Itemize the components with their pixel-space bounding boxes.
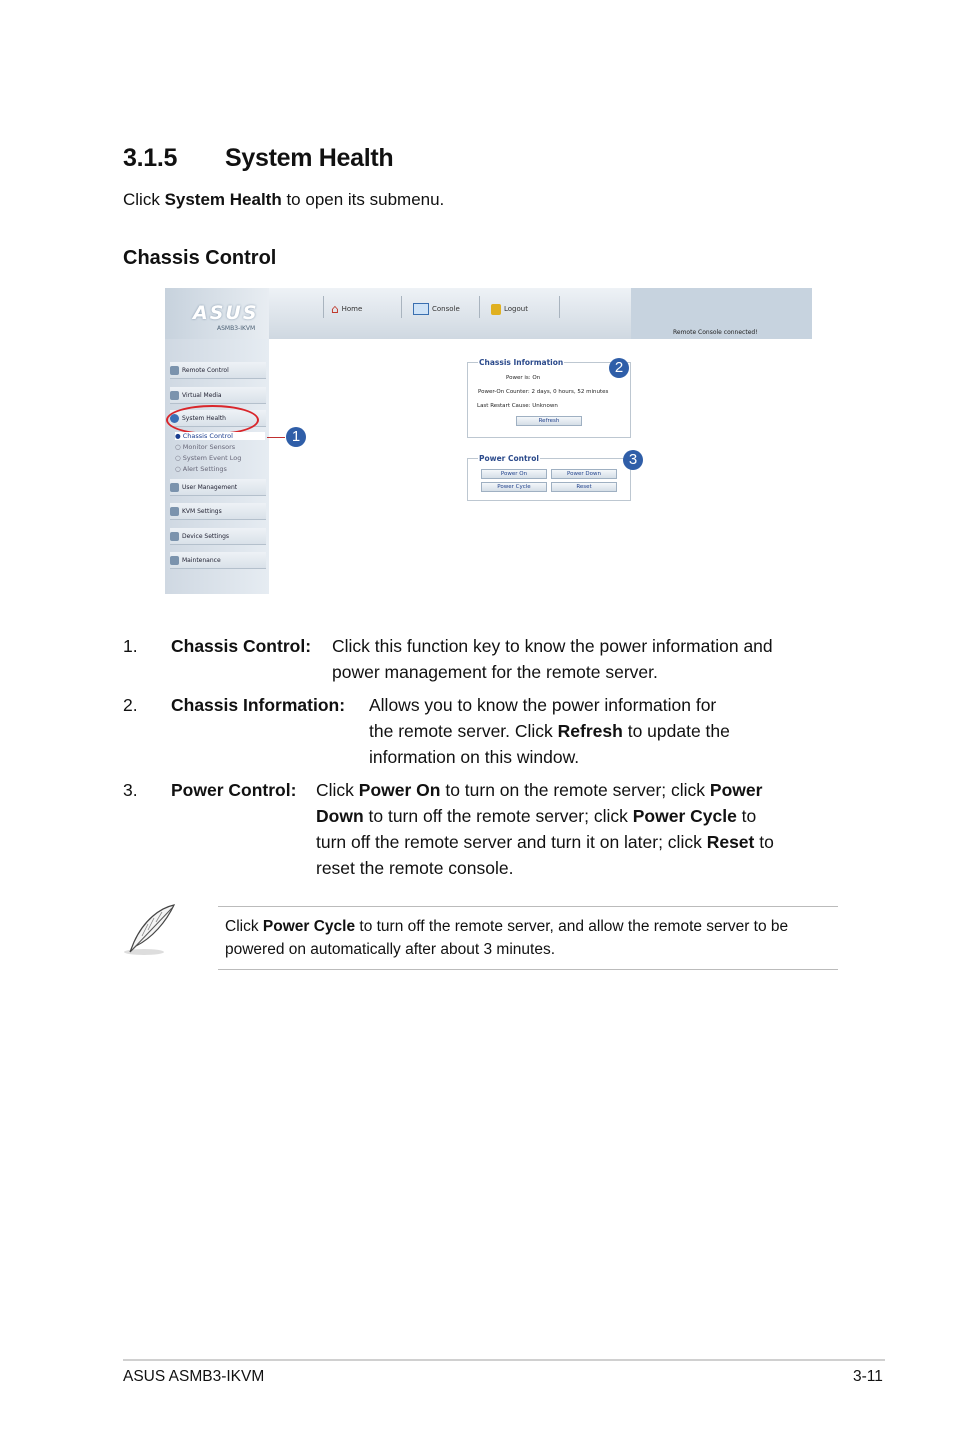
nav-home-label: Home [341, 305, 363, 313]
desc-text: the remote server. Click [369, 721, 558, 741]
desc-text: to turn on the remote server; click [440, 780, 710, 800]
note-post: to turn off the remote server, and allow the remote server to be powered on automatically after about 3 minutes. [225, 918, 789, 958]
power-on-button[interactable]: Power On [481, 469, 547, 479]
desc-text: to update the [622, 721, 730, 741]
section-title: System Health [225, 144, 394, 172]
callout-2: 2 [609, 358, 629, 378]
desc-bold: Power On [358, 780, 441, 800]
sidebar-label: Maintenance [182, 556, 221, 564]
item-term: Chassis Control: [171, 636, 312, 656]
section-heading [123, 144, 393, 173]
wrench-icon [170, 556, 179, 565]
web-ui-screenshot [165, 288, 812, 594]
nav-console-label: Console [432, 305, 460, 313]
item-term: Power Control: [171, 780, 297, 800]
nav-home-button[interactable] [331, 298, 362, 320]
nav-console-button[interactable] [413, 298, 460, 320]
desc-line: Click this function key to know the power information and [332, 636, 773, 656]
nav-separator [401, 296, 402, 318]
sidebar-item-remote-control[interactable] [170, 362, 266, 379]
nav-logout-button[interactable] [491, 298, 528, 320]
desc-text: turn off the remote server and turn it on later; click [316, 832, 707, 852]
nav-separator [559, 296, 560, 318]
intro-text [123, 190, 444, 210]
nav-separator [479, 296, 480, 318]
home-icon: ⌂ [331, 302, 339, 316]
item-number: 1. [123, 636, 138, 656]
note-top-rule [218, 906, 838, 907]
callout-1: 1 [286, 427, 306, 447]
power-on-counter: Power-On Counter: 2 days, 0 hours, 52 minutes [478, 389, 609, 395]
callout-1-leader [267, 437, 285, 438]
desc-text: Click [316, 780, 359, 800]
power-cycle-button[interactable]: Power Cycle [481, 482, 547, 492]
note-bold: Power Cycle [262, 918, 356, 935]
virtual-media-icon [170, 391, 179, 400]
sidebar-item-user-management[interactable] [170, 479, 266, 496]
desc-bold: Power Cycle [632, 806, 737, 826]
user-icon [170, 483, 179, 492]
desc-text: to turn off the remote server; click [363, 806, 633, 826]
submenu-system-event-log[interactable]: ○ System Event Log [175, 454, 242, 462]
power-control-panel [467, 454, 631, 501]
feather-pen-icon [122, 902, 178, 958]
sidebar-label: Device Settings [182, 532, 230, 540]
remote-control-icon [170, 366, 179, 375]
note-bottom-rule [218, 969, 838, 970]
desc-line: Allows you to know the power information for [369, 695, 717, 715]
monitor-icon [413, 303, 429, 315]
intro-post: to open its submenu. [281, 190, 445, 209]
desc-line: power management for the remote server. [332, 662, 658, 682]
submenu-label: System Event Log [182, 454, 242, 462]
model-label: ASMB3-IKVM [217, 325, 256, 332]
desc-bold: Power [709, 780, 763, 800]
item-description [332, 633, 852, 685]
page-number: 3-11 [853, 1368, 883, 1385]
power-status: Power is: On [506, 375, 541, 381]
list-item-1 [123, 633, 843, 685]
gear-icon [170, 532, 179, 541]
highlight-circle [166, 405, 259, 435]
item-description [316, 777, 836, 881]
power-control-title: Power Control [479, 454, 539, 463]
last-restart-cause: Last Restart Cause: Unknown [477, 403, 558, 409]
sidebar-label: KVM Settings [182, 507, 222, 515]
note-pre: Click [225, 918, 263, 935]
list-item-2 [123, 692, 843, 770]
callout-3: 3 [623, 450, 643, 470]
desc-bold: Reset [706, 832, 755, 852]
desc-bold: Down [316, 806, 364, 826]
chassis-information-panel [467, 358, 631, 438]
desc-line: reset the remote console. [316, 858, 514, 878]
intro-pre: Click [123, 190, 165, 209]
sidebar-item-kvm-settings[interactable] [170, 503, 266, 520]
kvm-icon [170, 507, 179, 516]
nav-separator [323, 296, 324, 318]
lock-icon [491, 304, 501, 315]
refresh-button[interactable]: Refresh [516, 416, 582, 426]
desc-text: to [754, 832, 774, 852]
sidebar-item-virtual-media[interactable] [170, 387, 266, 404]
submenu-label: Alert Settings [182, 465, 227, 473]
sidebar-label: Remote Control [182, 366, 229, 374]
sidebar-item-device-settings[interactable] [170, 528, 266, 545]
footer-product: ASUS ASMB3-IKVM [123, 1368, 265, 1385]
submenu-alert-settings[interactable]: ○ Alert Settings [175, 465, 227, 473]
submenu-chassis-control[interactable]: ● Chassis Control [175, 432, 265, 440]
item-number: 3. [123, 780, 138, 800]
intro-bold: System Health [164, 190, 282, 209]
sidebar-label: Virtual Media [182, 391, 222, 399]
section-number: 3.1.5 [123, 144, 178, 172]
list-item-3 [123, 777, 843, 881]
asus-logo: ASUS [193, 302, 259, 324]
submenu-label: Monitor Sensors [182, 443, 236, 451]
nav-logout-label: Logout [504, 305, 528, 313]
submenu-monitor-sensors[interactable]: ○ Monitor Sensors [175, 443, 236, 451]
sidebar-label: System Health [182, 414, 226, 422]
sidebar-label: User Management [182, 483, 238, 491]
chassis-information-title: Chassis Information [479, 358, 564, 367]
item-description [369, 692, 839, 770]
note-text [225, 915, 837, 961]
sidebar-item-maintenance[interactable] [170, 552, 266, 569]
desc-text: to [736, 806, 757, 826]
footer-rule [123, 1359, 885, 1361]
desc-bold: Refresh [557, 721, 623, 741]
reset-button[interactable]: Reset [551, 482, 617, 492]
subheading: Chassis Control [123, 247, 277, 269]
desc-line: information on this window. [369, 747, 580, 767]
power-down-button[interactable]: Power Down [551, 469, 617, 479]
item-term: Chassis Information: [171, 695, 346, 715]
item-number: 2. [123, 695, 138, 715]
connection-status: Remote Console connected! [673, 329, 758, 336]
submenu-label: Chassis Control [182, 432, 233, 440]
